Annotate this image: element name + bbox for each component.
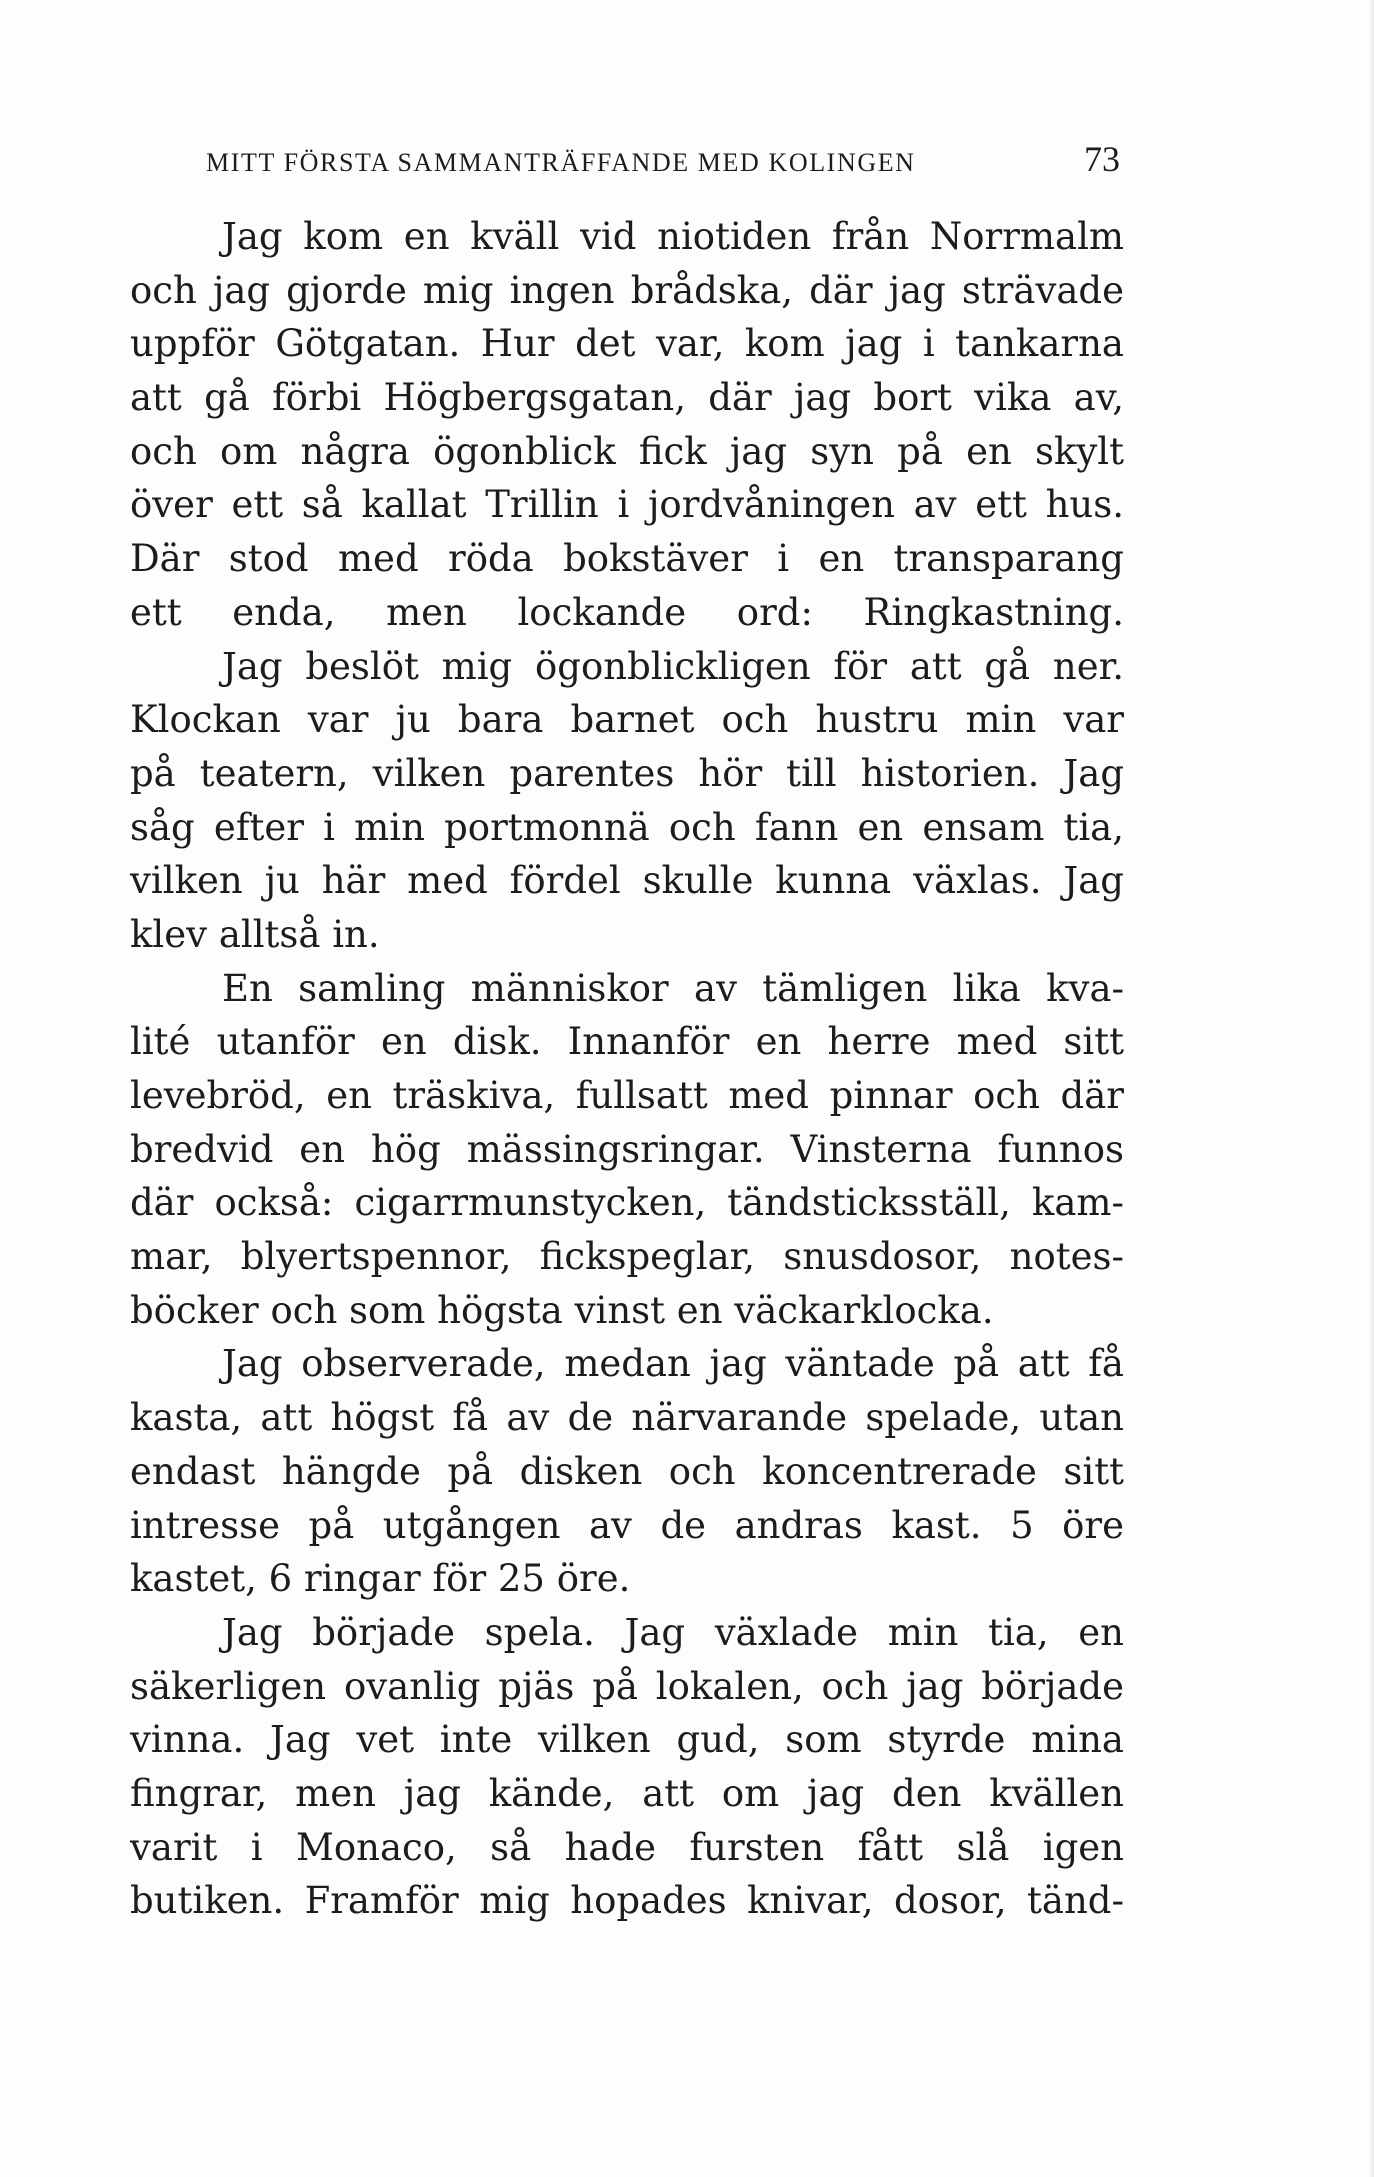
- text-line: över ett så kallat Trillin i jordvåningen av ett hus.: [130, 483, 1124, 527]
- text-line: fingrar, men jag kände, att om jag den kvällen: [130, 1771, 1124, 1815]
- text-line: kastet, 6 ringar för 25 öre.: [130, 1557, 631, 1601]
- text-line: uppför Götgatan. Hur det var, kom jag i tankarna: [130, 322, 1124, 366]
- text-line: butiken. Framför mig hopades knivar, dosor, tänd-: [130, 1879, 1124, 1923]
- text-line: Jag beslöt mig ögonblickligen för att gå ner.: [222, 644, 1124, 688]
- text-line: säkerligen ovanlig pjäs på lokalen, och jag började: [130, 1664, 1124, 1708]
- text-line: bredvid en hög mässingsringar. Vinsterna funnos: [130, 1127, 1124, 1171]
- running-title: MITT FÖRSTA SAMMANTRÄFFANDE MED KOLINGEN: [206, 148, 916, 177]
- text-line: mar, blyertspennor, fickspeglar, snusdosor, notes-: [130, 1235, 1124, 1279]
- body-text: [130, 210, 1124, 1928]
- text-line: böcker och som högsta vinst en väckarklocka.: [130, 1288, 994, 1332]
- text-line: där också: cigarrmunstycken, tändsticksställ, kam-: [130, 1181, 1124, 1225]
- text-line: varit i Monaco, så hade fursten fått slå igen: [130, 1825, 1124, 1869]
- text-line: och om några ögonblick fick jag syn på en skylt: [130, 429, 1124, 473]
- text-line: kasta, att högst få av de närvarande spelade, utan: [130, 1396, 1124, 1440]
- text-line: Jag kom en kväll vid niotiden från Norrmalm: [222, 215, 1124, 258]
- text-line: lité utanför en disk. Innanför en herre med sitt: [130, 1020, 1124, 1064]
- text-line: intresse på utgången av de andras kast. 5 öre: [130, 1503, 1124, 1547]
- text-line: levebröd, en träskiva, fullsatt med pinnar och där: [130, 1074, 1124, 1117]
- text-line: såg efter i min portmonnä och fann en ensam tia,: [130, 805, 1124, 849]
- text-line: Jag började spela. Jag växlade min tia, en: [222, 1610, 1124, 1654]
- page-edge-shadow: [1368, 0, 1374, 2177]
- text-line: Där stod med röda bokstäver i en transparang: [130, 537, 1124, 581]
- text-line: En samling människor av tämligen lika kva-: [222, 966, 1124, 1010]
- text-line: ett enda, men lockande ord: Ringkastning.: [130, 590, 1124, 634]
- text-line: på teatern, vilken parentes hör till historien. Jag: [130, 751, 1124, 795]
- text-line: vilken ju här med fördel skulle kunna växlas. Jag: [130, 859, 1124, 903]
- text-line: Jag observerade, medan jag väntade på att få: [222, 1342, 1124, 1386]
- text-line: att gå förbi Högbergsgatan, där jag bort vika av,: [130, 376, 1124, 420]
- text-line: endast hängde på disken och koncentrerade sitt: [130, 1449, 1124, 1493]
- text-line: och jag gjorde mig ingen brådska, där jag strävade: [130, 268, 1124, 312]
- page-header: [206, 138, 1120, 182]
- page-number: 73: [1084, 139, 1120, 179]
- text-line: Klockan var ju bara barnet och hustru min var: [130, 698, 1124, 742]
- text-line: vinna. Jag vet inte vilken gud, som styrde mina: [130, 1718, 1124, 1762]
- text-line: klev alltså in.: [130, 912, 380, 956]
